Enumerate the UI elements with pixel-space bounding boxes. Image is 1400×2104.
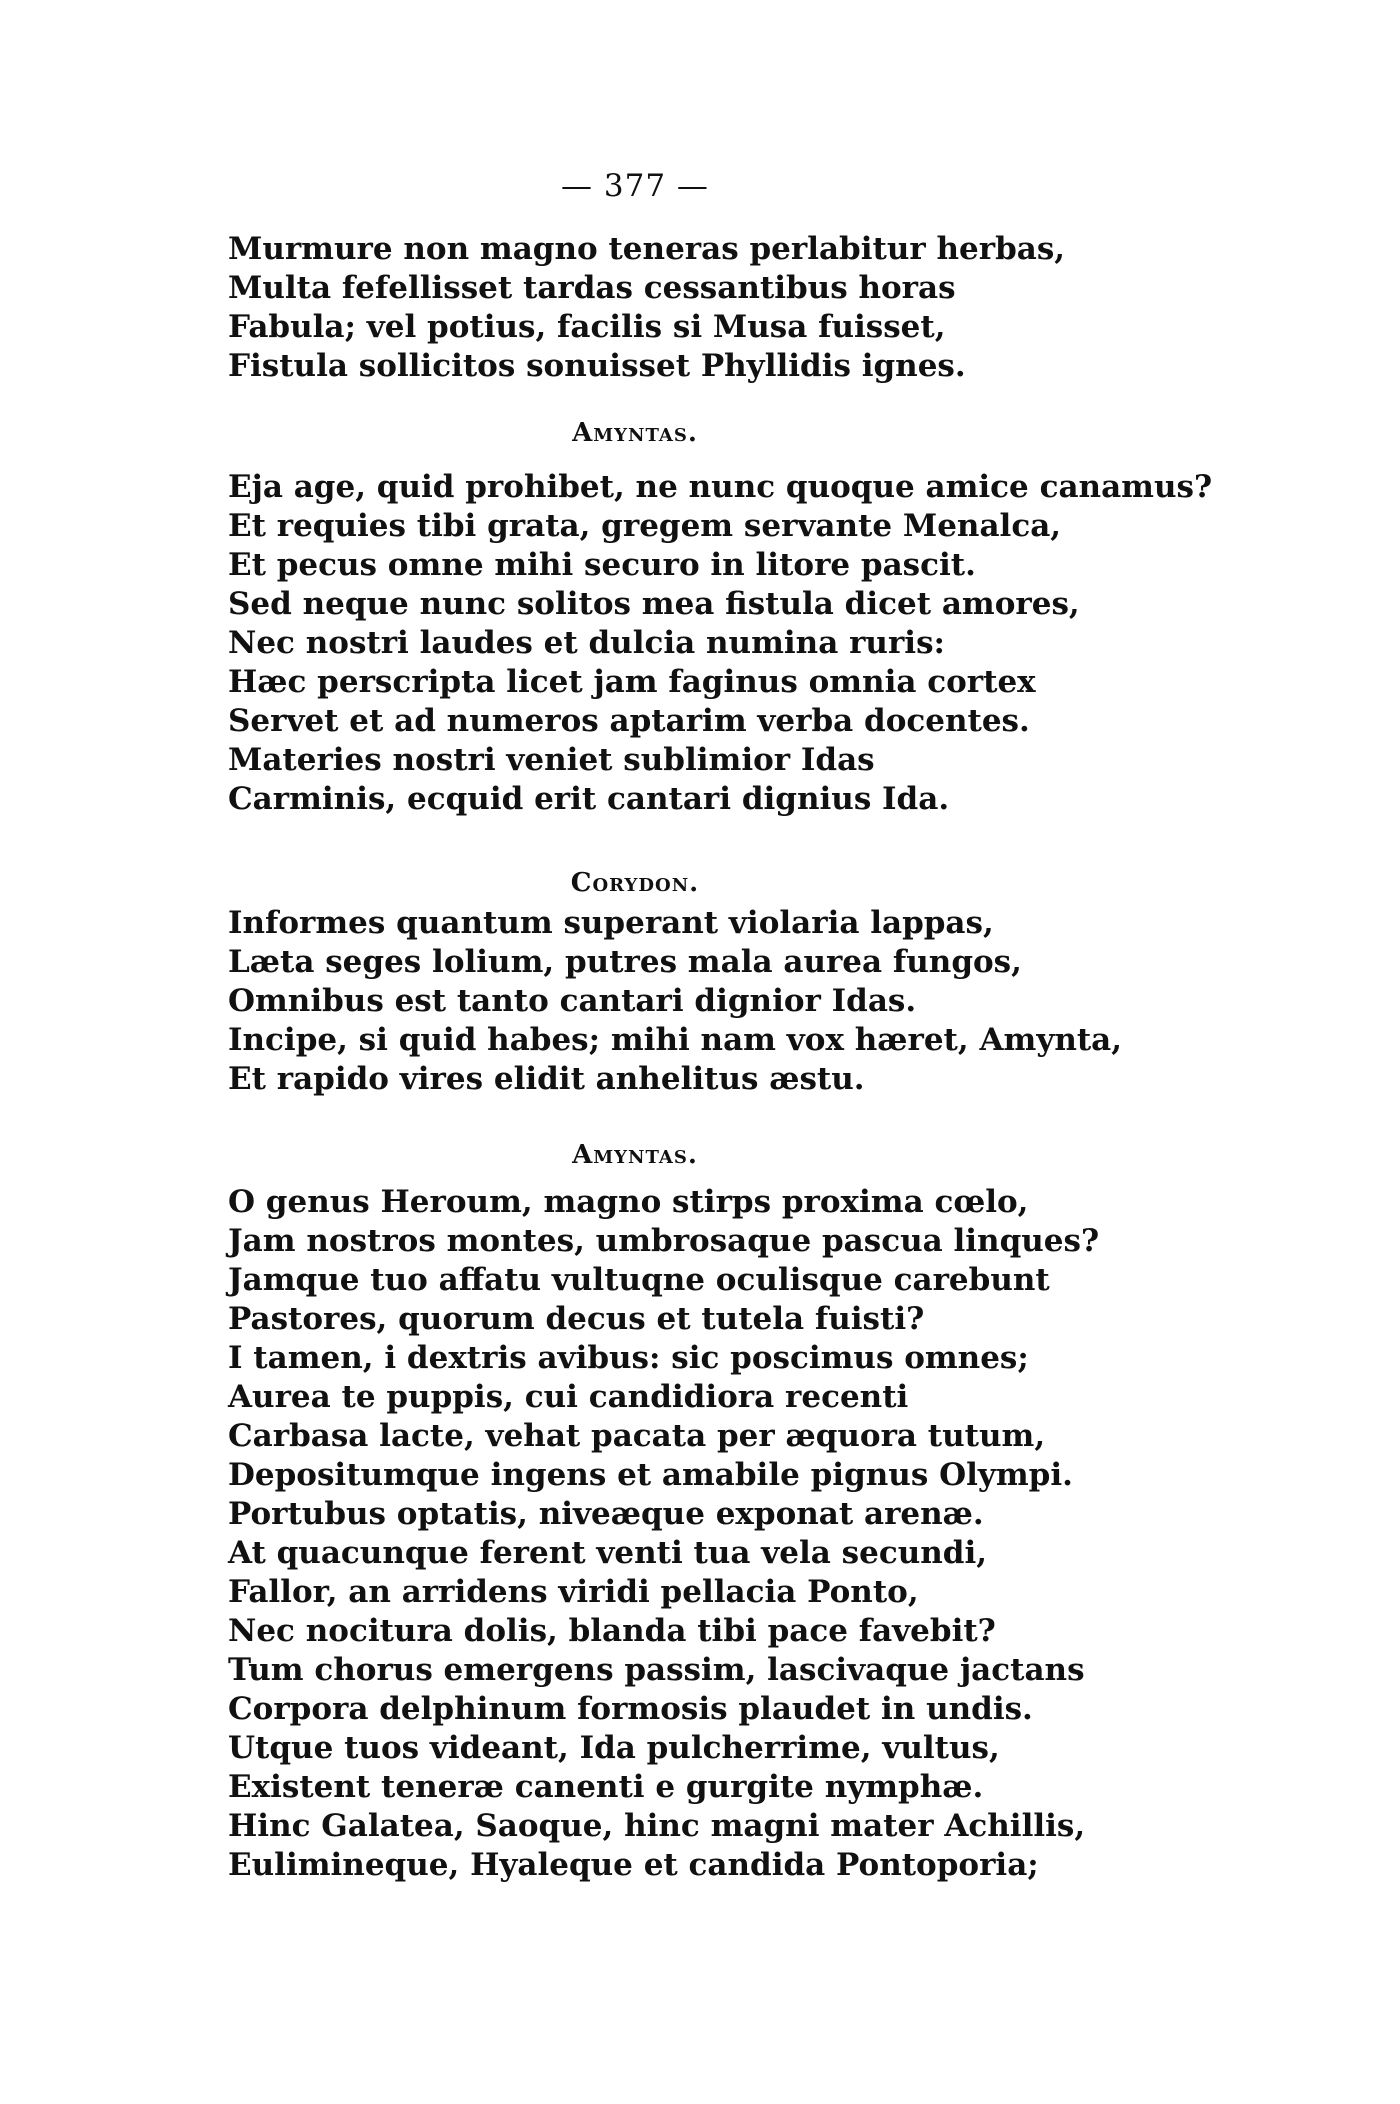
- speaker-heading: Corydon.: [570, 868, 700, 898]
- verse-line: Informes quantum superant violaria lappas,: [228, 905, 994, 941]
- verse-line: Et rapido vires elidit anhelitus æstu.: [228, 1061, 865, 1097]
- verse-line: Jam nostros montes, umbrosaque pascua linques?: [228, 1223, 1100, 1259]
- verse-line: Pastores, quorum decus et tutela fuisti?: [228, 1301, 925, 1337]
- verse-line: I tamen, i dextris avibus: sic poscimus omnes;: [228, 1340, 1029, 1376]
- speaker-heading: Amyntas.: [572, 418, 698, 448]
- verse-block: [228, 904, 1228, 1099]
- verse-line: Omnibus est tanto cantari dignior Idas.: [228, 983, 917, 1019]
- verse-line: Fallor, an arridens viridi pellacia Ponto,: [228, 1574, 919, 1610]
- verse-line: Portubus optatis, niveæque exponat arenæ.: [228, 1496, 984, 1532]
- verse-line: Et requies tibi grata, gregem servante Menalca,: [228, 508, 1062, 544]
- verse-line: Multa fefellisset tardas cessantibus horas: [228, 270, 956, 306]
- verse-line: Eulimineque, Hyaleque et candida Pontoporia;: [228, 1847, 1039, 1883]
- speaker-heading: Amyntas.: [572, 1140, 698, 1170]
- verse-line: Fistula sollicitos sonuisset Phyllidis ignes.: [228, 348, 966, 384]
- page-number: — 377 —: [561, 168, 709, 204]
- verse-block: [228, 230, 1228, 386]
- verse-line: Et pecus omne mihi securo in litore pascit.: [228, 547, 976, 583]
- verse-line: Carminis, ecquid erit cantari dignius Ida.: [228, 781, 950, 817]
- verse-line: Fabula; vel potius, facilis si Musa fuisset,: [228, 309, 946, 345]
- verse-line: At quacunque ferent venti tua vela secundi,: [228, 1535, 988, 1571]
- verse-line: Corpora delphinum formosis plaudet in undis.: [228, 1691, 1033, 1727]
- verse-line: Incipe, si quid habes; mihi nam vox hæret, Amynta,: [228, 1022, 1123, 1058]
- verse-line: Aurea te puppis, cui candidiora recenti: [228, 1379, 909, 1415]
- verse-line: Nec nocitura dolis, blanda tibi pace favebit?: [228, 1613, 996, 1649]
- verse-block: [228, 468, 1228, 819]
- verse-line: Tum chorus emergens passim, lascivaque jactans: [228, 1652, 1085, 1688]
- verse-line: Hinc Galatea, Saoque, hinc magni mater Achillis,: [228, 1808, 1086, 1844]
- verse-block: [228, 1183, 1228, 1885]
- verse-line: Hæc perscripta licet jam faginus omnia cortex: [228, 664, 1036, 700]
- verse-line: Eja age, quid prohibet, ne nunc quoque amice canamus?: [228, 469, 1213, 505]
- verse-line: Sed neque nunc solitos mea fistula dicet amores,: [228, 586, 1080, 622]
- verse-line: Nec nostri laudes et dulcia numina ruris:: [228, 625, 945, 661]
- verse-line: Servet et ad numeros aptarim verba docentes.: [228, 703, 1030, 739]
- verse-line: Existent teneræ canenti e gurgite nymphæ.: [228, 1769, 984, 1805]
- verse-line: Depositumque ingens et amabile pignus Olympi.: [228, 1457, 1073, 1493]
- verse-line: Jamque tuo affatu vultuqne oculisque carebunt: [228, 1262, 1050, 1298]
- verse-line: Carbasa lacte, vehat pacata per æquora tutum,: [228, 1418, 1046, 1454]
- verse-line: Murmure non magno teneras perlabitur herbas,: [228, 231, 1066, 267]
- verse-line: Utque tuos videant, Ida pulcherrime, vultus,: [228, 1730, 1000, 1766]
- verse-line: O genus Heroum, magno stirps proxima cœlo,: [228, 1184, 1029, 1220]
- verse-line: Læta seges lolium, putres mala aurea fungos,: [228, 944, 1022, 980]
- verse-line: Materies nostri veniet sublimior Idas: [228, 742, 875, 778]
